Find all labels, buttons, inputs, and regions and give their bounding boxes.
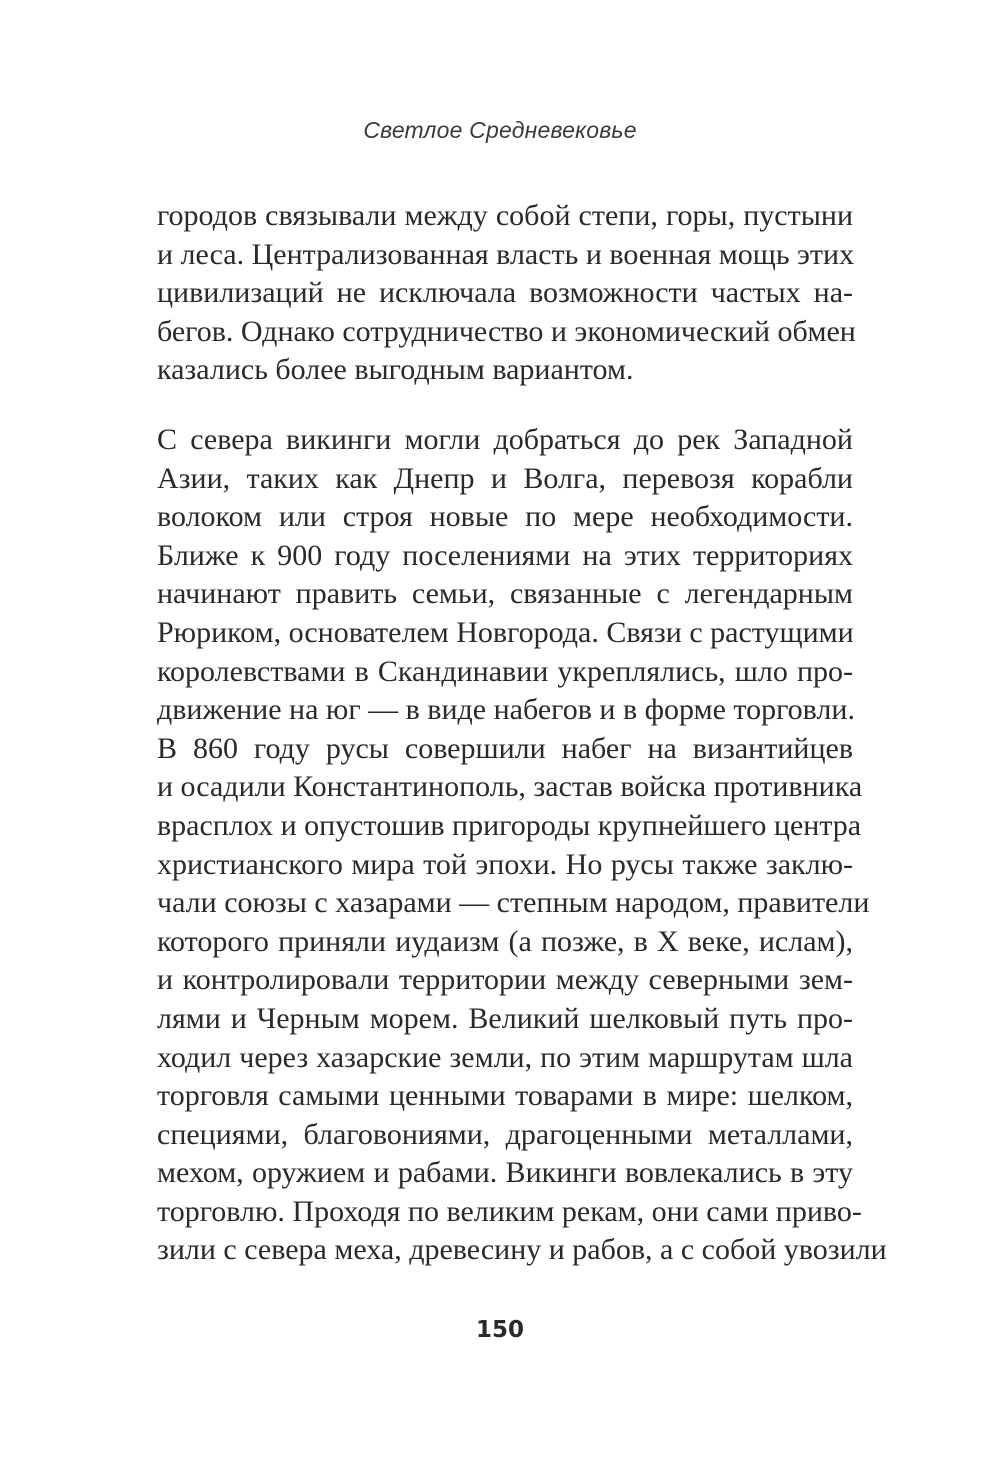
text-line: чали союзы с хазарами — степным народом, правители bbox=[157, 886, 870, 920]
text-line: волоком или строя новые по мере необходимости. bbox=[157, 500, 853, 534]
paragraph-1 bbox=[157, 197, 856, 390]
text-line: цивилизаций не исключала возможности частых на- bbox=[157, 276, 853, 310]
text-line: городов связывали между собой степи, горы, пустыни bbox=[157, 199, 853, 232]
text-line: королевствами в Скандинавии укреплялись, шло про- bbox=[157, 654, 853, 688]
text-line: христианского мира той эпохи. Но русы также заклю- bbox=[157, 847, 853, 881]
text-line: и осадили Константинополь, застав войска противника bbox=[157, 770, 863, 804]
text-line: лями и Черным морем. Великий шелковый путь про- bbox=[157, 1001, 853, 1035]
text-line: движение на юг — в виде набегов и в форме торговли. bbox=[157, 693, 855, 727]
page-number: 150 bbox=[475, 1317, 524, 1343]
text-line: мехом, оружием и рабами. Викинги вовлекались в эту bbox=[157, 1156, 853, 1190]
text-line: врасплох и опустошив пригороды крупнейшего центра bbox=[157, 808, 862, 842]
text-line: которого приняли иудаизм (а позже, в X веке, ислам), bbox=[157, 924, 853, 958]
text-line: торговля самыми ценными товарами в мире: шелком, bbox=[157, 1079, 853, 1113]
text-line: и леса. Централизованная власть и военная мощь этих bbox=[157, 237, 855, 271]
text-line: казались более выгодным вариантом. bbox=[157, 353, 634, 387]
text-line: Азии, таких как Днепр и Волга, перевозя корабли bbox=[157, 461, 853, 495]
text-line: и контролировали территории между северными зем- bbox=[157, 963, 853, 997]
text-line: начинают править семьи, связанные с легендарным bbox=[157, 577, 853, 611]
text-line: зили с севера меха, древесину и рабов, а с собой увозили bbox=[157, 1233, 887, 1267]
text-line: специями, благовониями, драгоценными металлами, bbox=[157, 1117, 853, 1151]
text-line: бегов. Однако сотрудничество и экономический обмен bbox=[157, 314, 856, 348]
text-line: С севера викинги могли добраться до рек Западной bbox=[157, 423, 853, 456]
text-line: Ближе к 900 году поселениями на этих территориях bbox=[157, 538, 853, 572]
text-line: В 860 году русы совершили набег на византийцев bbox=[157, 731, 853, 765]
running-head: Светлое Средневековье bbox=[363, 117, 637, 143]
text-line: ходил через хазарские земли, по этим маршрутам шла bbox=[157, 1040, 853, 1074]
text-line: Рюриком, основателем Новгорода. Связи с растущими bbox=[157, 615, 854, 649]
paragraph-2 bbox=[157, 421, 887, 1270]
text-line: торговлю. Проходя по великим рекам, они сами приво- bbox=[157, 1194, 862, 1228]
